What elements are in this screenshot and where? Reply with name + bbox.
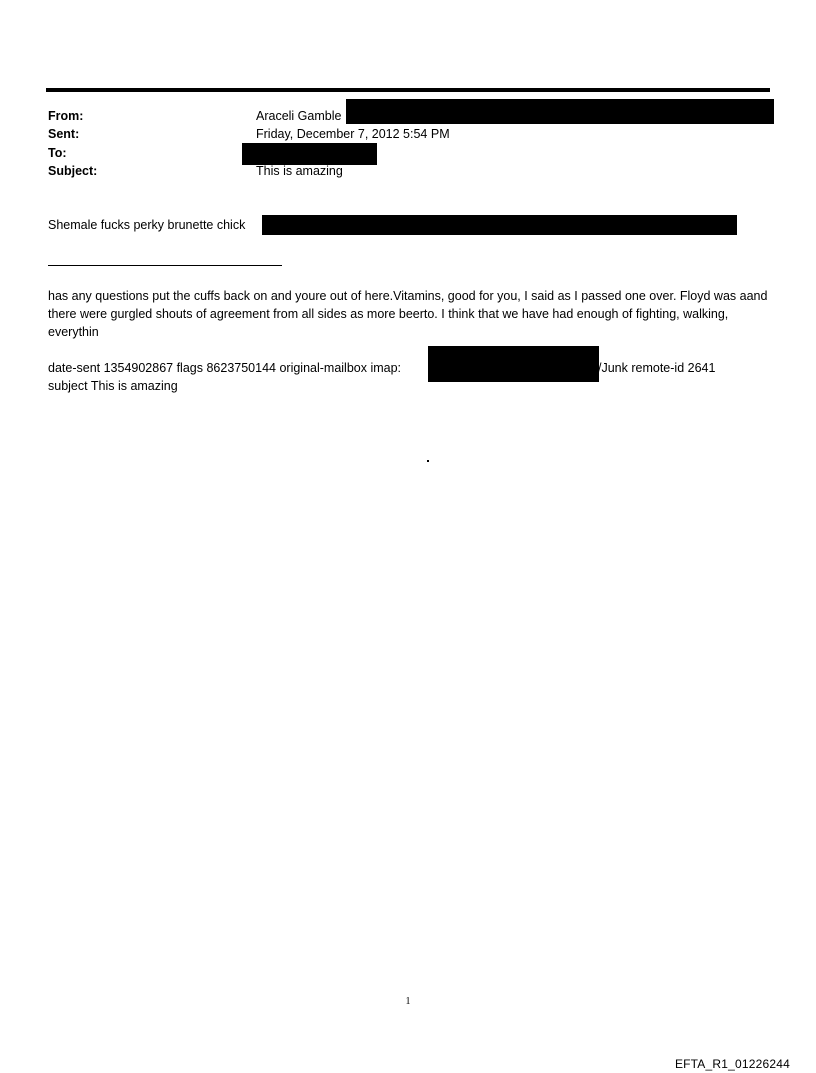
- redaction-to: [242, 143, 377, 165]
- header-rule: [46, 88, 770, 92]
- subject-value: This is amazing: [256, 164, 343, 178]
- redaction-body-link: [262, 215, 737, 235]
- body-paragraph: has any questions put the cuffs back on and youre out of here.Vitamins, good for you, I said as I passed one over. Floyd was aand there were gurgled shouts of agreement from all sides as more beerto. I think that we have had enough of fighting, walking, everythin: [48, 289, 768, 339]
- page-number: 1: [405, 996, 411, 1007]
- sent-label: Sent:: [48, 127, 80, 141]
- sent-value: Friday, December 7, 2012 5:54 PM: [256, 127, 450, 141]
- bates-number: EFTA_R1_01226244: [674, 1057, 790, 1071]
- stray-mark: [427, 460, 429, 462]
- subject-label: Subject:: [48, 164, 98, 178]
- meta-line-2: subject This is amazing: [48, 379, 178, 393]
- meta-prefix: date-sent 1354902867 flags 8623750144 original-mailbox imap:: [48, 361, 402, 375]
- from-value: Araceli Gamble: [256, 109, 342, 123]
- separator-rule: [48, 265, 282, 266]
- redaction-from-email: [346, 99, 774, 124]
- to-label: To:: [48, 146, 67, 160]
- from-label: From:: [48, 109, 84, 123]
- meta-suffix: /Junk remote-id 2641: [598, 361, 716, 375]
- body-line-1: Shemale fucks perky brunette chick: [48, 218, 246, 232]
